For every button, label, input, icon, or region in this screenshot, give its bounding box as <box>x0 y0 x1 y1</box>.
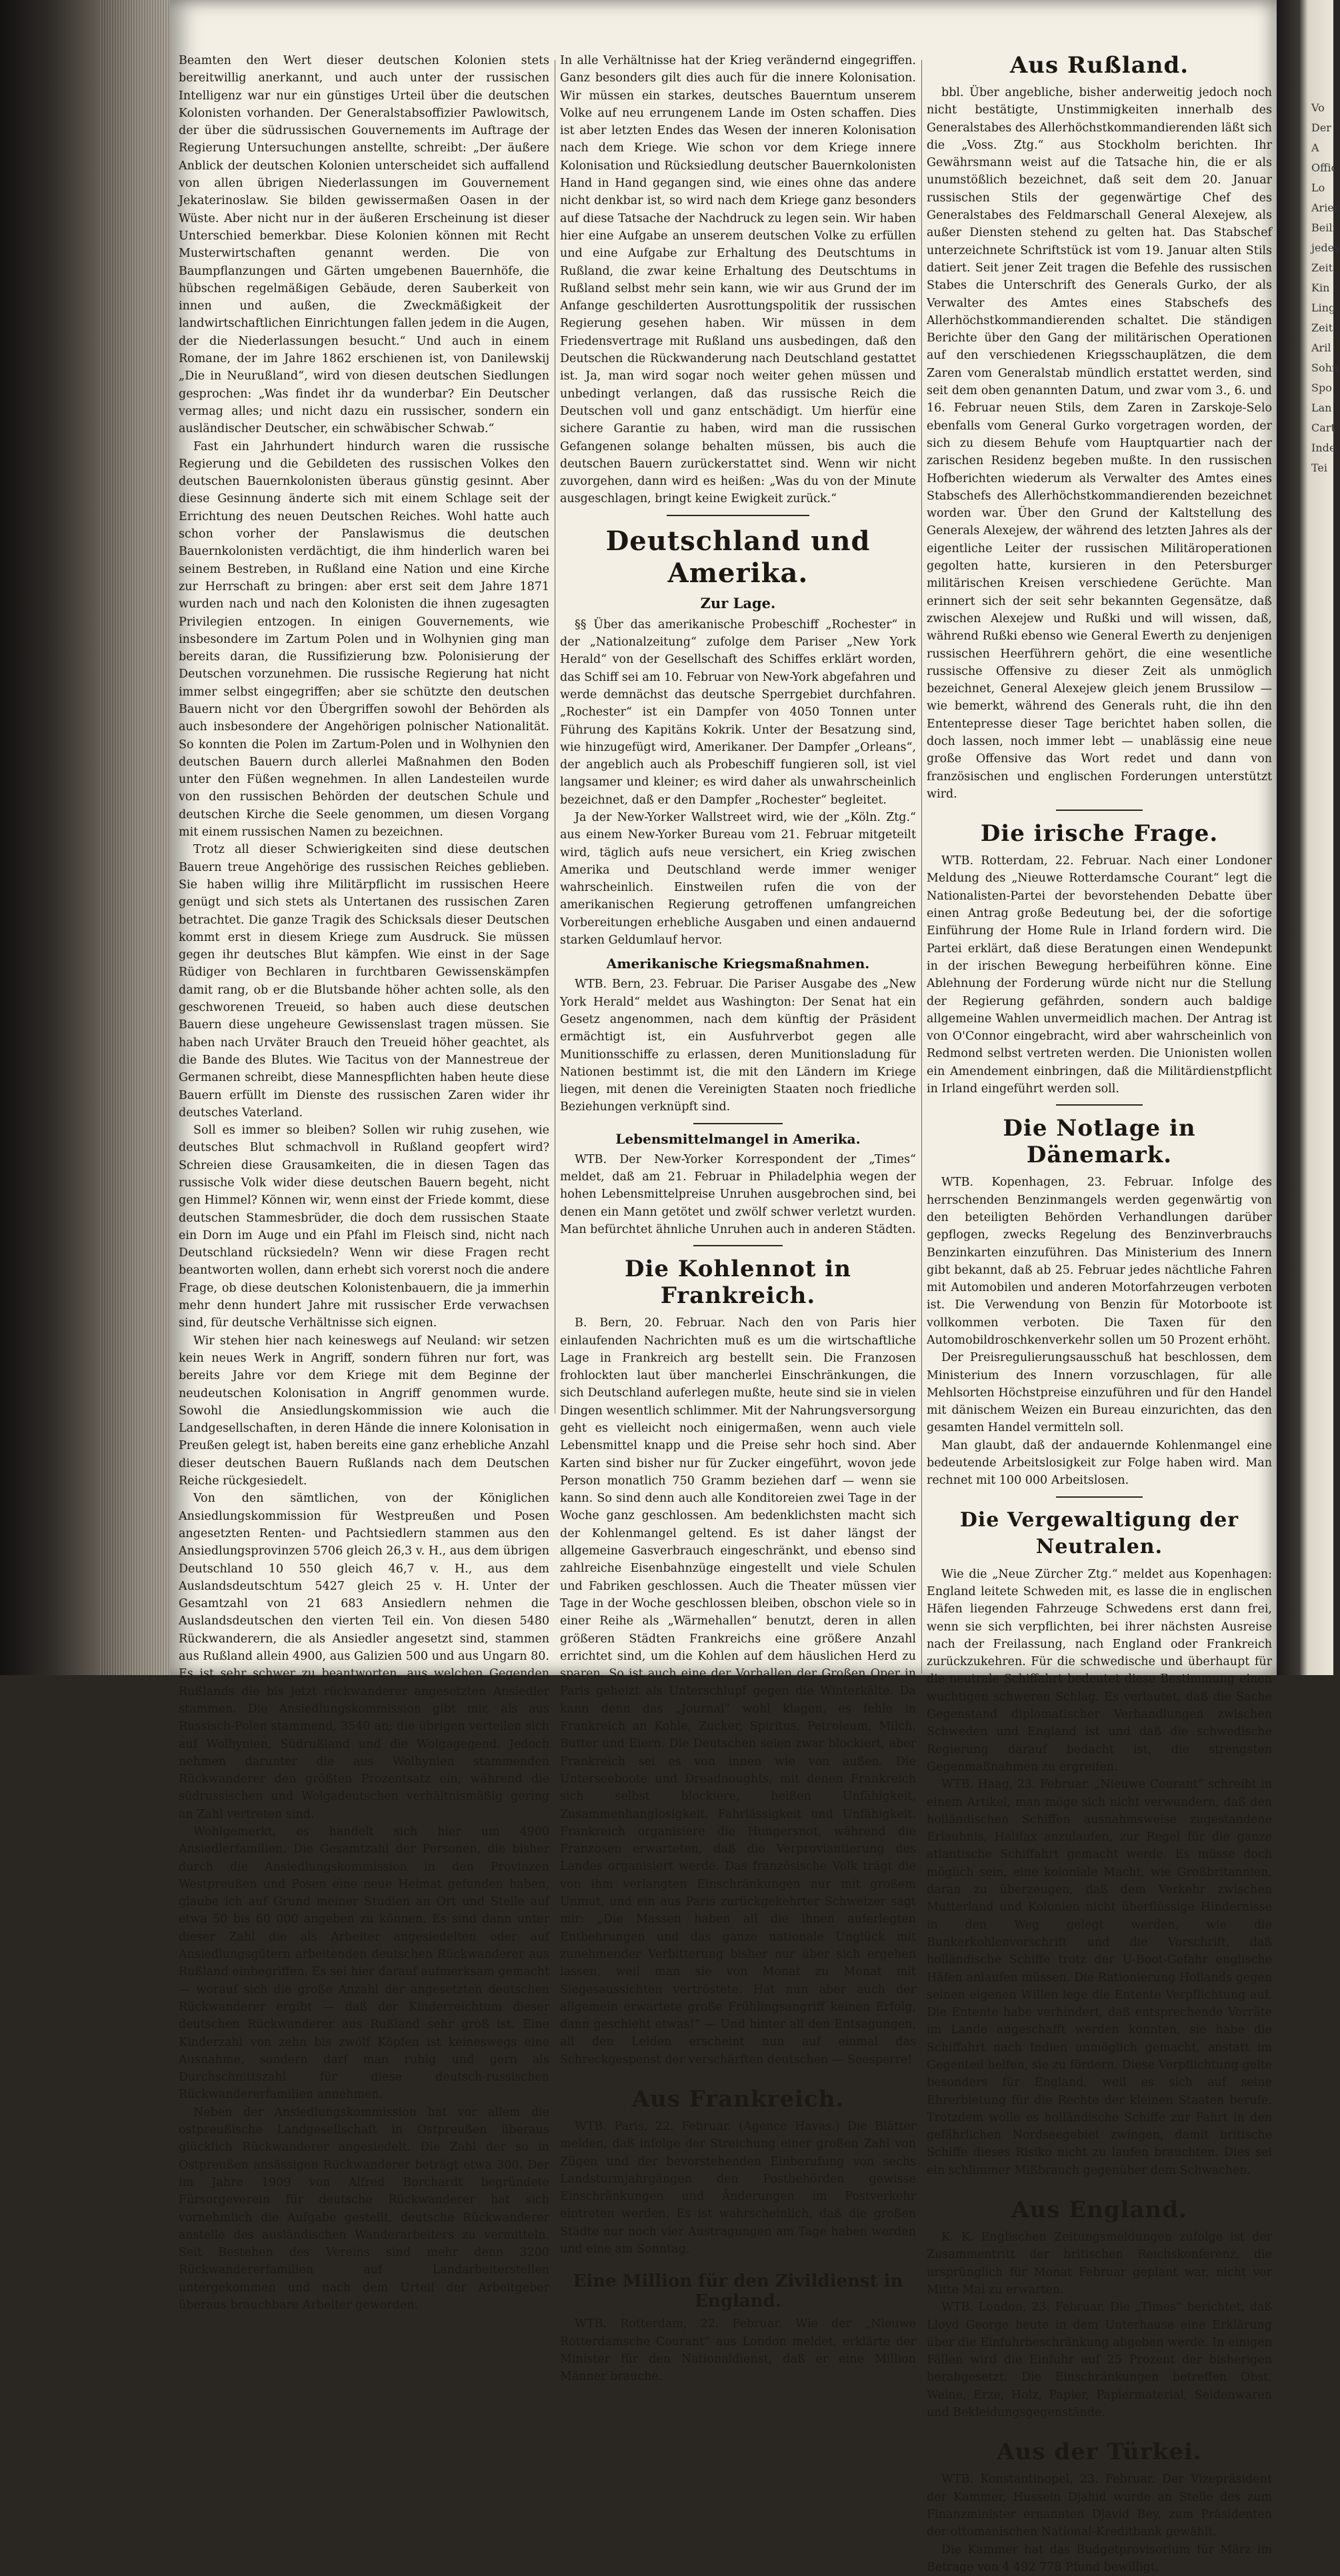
article-paragraph: Man glaubt, daß der andauernde Kohlenmangel eine bedeutende Arbeitslosigkeit zur Folge haben wird. Man rechnet mit 100 000 Arbeitslosen. <box>927 1438 1272 1488</box>
section-divider <box>1056 810 1143 811</box>
article-title-irische-frage: Die irische Frage. <box>980 820 1219 848</box>
column-2 <box>560 52 916 2384</box>
col1-paragraph: Trotz all dieser Schwierigkeiten sind diese deutschen Bauern treue Angehörige des russischen Reiches geblieben. Sie haben willig ihre Militärpflicht im russischen Heere genügt und sich stets als Untertanen des russischen Zaren betrachtet. Die ganze Tragik des Schicksals dieser Deutschen kommt erst in diesem Kriege zum Ausdruck. Sie müssen gegen ihr deutsches Blut kämpfen. Wie einst in der Sage Rüdiger von Bechlaren in furchtbaren Gewissenskämpfen damit rang, ob er die Blutsbande höher achten solle, als den geschworenen Treueid, so haben auch diese deutschen Bauern diese ungeheure Gewissenslast tragen müssen. Sie haben nach Urväter Brauch den Treueid höher geachtet, als die Bande des Blutes. Wie Tacitus von der Mannestreue der Germanen schreibt, diese Mannespflichten haben heute diese Bauern erfüllt im Dienste des russischen Zaren wider ihr deutsches Vaterland. <box>179 843 549 1120</box>
article-title-zivildienst: Eine Million für den Zivildienst in England. <box>573 2271 903 2312</box>
article-paragraph: K. K. Englischen Zeitungsmeldungen zufolge ist der Zusammentritt der britischen Reichskonferenz, die ursprünglich für Monat Februar geplant war, nicht vor Mitte Mai zu erwarten. <box>927 2231 1272 2297</box>
article-title-lebensmittelmangel: Lebensmittelmangel in Amerika. <box>615 1130 861 1147</box>
edge-text-fragment: Inde <box>1311 441 1336 454</box>
article-paragraph: WTB. Rotterdam, 22. Februar. Nach einer Londoner Meldung des „Nieuwe Rotterdamsche Courant“ legt die Nationalisten-Partei der bevorstehenden Debatte über einen Antrag große Bedeutung bei, der die sofortige Einführung der Home Rule in Irland fordern wird. Die Partei erklärt, daß diese Beratungen einen Wendepunkt in der irischen Bewegung herbeiführen könne. Eine Ablehnung der Forderung würde nicht nur die Stellung der Regierung gefährden, sondern auch baldige allgemeine Wahlen unvermeidlich machen. Der Antrag ist von O'Connor eingebracht, wird aber wahrscheinlich von Redmond selbst vertreten werden. Die Unionisten wollen ein Amendement einbringen, daß die Militärdienstpflicht in Irland eingeführt werden soll. <box>927 854 1272 1096</box>
article-paragraph: §§ Über das amerikanische Probeschiff „Rochester“ in der „Nationalzeitung“ zufolge dem Pariser „New York Herald“ von der Gesellschaft des Schiffes erklärt worden, das Schiff sei am 10. Februar von New-York abgefahren und werde demnächst das deutsche Sperrgebiet durchfahren. „Rochester“ ist ein Dampfer von 4050 Tonnen unter Führung des Kapitäns Kokrik. Unter der Besatzung sind, wie hinzugefügt wird, Amerikaner. Der Dampfer „Orleans“, der angeblich auch als Probeschiff fungieren soll, ist viel langsamer und kleiner; es wird daher als unwahrscheinlich bezeichnet, daß er den Dampfer „Rochester“ begleitet. <box>560 617 916 807</box>
article-title-notlage-daenemark: Die Notlage in Dänemark. <box>1003 1115 1196 1169</box>
edge-text-fragment: A <box>1311 141 1319 154</box>
edge-text-fragment: Vo <box>1311 101 1325 114</box>
edge-text-fragment: Sohn <box>1311 361 1339 374</box>
edge-text-fragment: Tei <box>1311 461 1328 474</box>
section-divider <box>1056 1496 1143 1498</box>
edge-text-fragment: Aril <box>1311 341 1331 354</box>
section-divider <box>667 515 809 516</box>
article-paragraph: WTB. Bern, 23. Februar. Die Pariser Ausgabe des „New York Herald“ meldet aus Washington: Der Senat hat ein Gesetz angenommen, nach dem künftig der Präsident ermächtigt ist, ein Ausfuhrverbot gegen alle Munitionsschiffe zu erlassen, deren Munitionsladung für Nationen bestimmt ist, die mit den Ländern im Kriege liegen, mit denen die Vereinigten Staaten noch friedliche Beziehungen verknüpft sind. <box>560 978 916 1114</box>
col1-paragraph: Wir stehen hier nach keineswegs auf Neuland: wir setzen kein neues Werk in Angriff, sondern führen nur fort, was bereits Jahre vor dem Kriege mit dem Beginne der neudeutschen Kolonisation in Angriff genommen wurde. Sowohl die Ansiedlungskommission wie auch die Landgesellschaften, in deren Hände die innere Kolonisation in Preußen gelegt ist, haben bereits eine ganz erhebliche Anzahl dieser deutschen Bauern Rußlands nach dem Deutschen Reiche rückgesiedelt. <box>179 1334 549 1488</box>
next-page-edge <box>1277 0 1340 1675</box>
article-title-aus-frankreich: Aus Frankreich. <box>631 2085 845 2113</box>
article-paragraph: WTB. Konstantinopel, 23. Februar. Der Vizepräsident der Kammer, Hussein Djahid wurde an Stelle des zum Finanzminister ernannten Djavid Bey, zum Präsidenten der ottomanischen National-Kreditbank gewählt. <box>927 2473 1272 2539</box>
section-divider <box>693 1123 783 1124</box>
section-divider <box>1056 1104 1143 1106</box>
edge-text-fragment: Lan <box>1311 401 1332 414</box>
col1-paragraph: Neben der Ansiedlungskommission hat vor allem die ostpreußische Landgesellschaft in Ostpreußen überaus glücklich Rückwanderer angesiedelt. Die Zahl der so in Ostpreußen ansässigen Rückwanderer beträgt etwa 300. Der im Jahre 1909 von Alfred Borchardt begründete Fürsorgeverein für deutsche Rückwanderer hat sich vornehmlich die Aufgabe gestellt, deutsche Rückwanderer anstelle des ausländischen Wanderarbeiters zu vermitteln. Seit Bestehen des Vereins sind mehr denn 3200 Rückwandererfamilien auf Landarbeiterstellen untergekommen und nach dem Urteil der Arbeitgeber überaus brauchbare Arbeiter geworden. <box>179 2105 549 2312</box>
article-paragraph: WTB. Paris, 22. Februar. (Agence Havas.) Die Blätter melden, daß infolge der Streichung einer großen Zahl von Zügen und der bevorstehenden Einberufung von sechs Landsturmjahrgängen den Postbehörden gewisse Einschränkungen und Änderungen im Postverkehr eintreten werden. Es ist wahrscheinlich, daß die großen Städte nur noch vier Austragungen am Tage haben werden und eine am Sonntag. <box>560 2119 916 2257</box>
edge-text-fragment: Zeit <box>1311 261 1333 274</box>
edge-text-fragment: Lo <box>1311 181 1325 194</box>
col1-paragraph: Beamten den Wert dieser deutschen Kolonien stets bereitwillig anerkannt, und auch unter der russischen Intelligenz war nur ein günstiges Urteil über die deutschen Kolonisten vorhanden. Der Generalstabsoffizier Pawlowitsch, der über die südrussischen Gouvernements im Auftrage der Regierung Untersuchungen anstellte, schreibt: „Der äußere Anblick der deutschen Kolonien unterscheidet sich auffallend von allen übrigen Niederlassungen im Gouvernement Jekaterinoslaw. Sie bilden gewissermaßen Oasen in der Wüste. Aber nicht nur in der äußeren Erscheinung ist dieser Unterschied bemerkbar. Diese Kolonien können mit Recht Musterwirtschaften genannt werden. Die von Baumpflanzungen und Gärten umgebenen Bauernhöfe, die hübschen regelmäßigen Gebäude, deren Sauberkeit von innen und außen, die Zweckmäßigkeit der landwirtschaftlichen Einrichtungen fallen jedem in die Augen, der die Niederlassungen besucht.“ Und auch in einem Romane, der im Jahre 1862 erschienen ist, von Danilewskij „Die in Neurußland“, wird von diesen deutschen Siedlungen gesprochen: „Was findet ihr da wunderbar? Ein Deutscher vermag alles; und nicht dazu ein russischer, sondern ein ausländischer Deutscher, ein schwäbischer Schwab.“ <box>179 54 549 436</box>
article-paragraph: WTB. Der New-Yorker Korrespondent der „Times“ meldet, daß am 21. Februar in Philadelphia wegen der hohen Lebensmittelpreise Unruhen ausgebrochen sind, bei denen ein Mann getötet und zwölf schwer verletzt wurden. Man befürchtet ähnliche Unruhen auch in anderen Städten. <box>560 1152 916 1236</box>
section-divider <box>1056 2186 1143 2187</box>
edge-text-fragment: Ling <box>1311 301 1336 314</box>
article-subtitle: Zur Lage. <box>700 594 776 611</box>
col1-paragraph: Soll es immer so bleiben? Sollen wir ruhig zusehen, wie deutsches Blut schmachvoll in Rußland geopfert wird? Schreien diese Grausamkeiten, die in diesen Tagen das russische Volk wider diese deutschen Bauern begeht, nicht gen Himmel? Können wir, wenn einst der Friede kommt, diese deutschen Stammesbrüder, die doch dem russischen Staate ein Dorn im Auge und ein Pfahl im Fleisch sind, nicht nach Deutschland rücksiedeln? Wenn wir diese Fragen recht beantworten wollen, dann erhebt sich vorerst noch die andere Frage, ob diese deutschen Kolonistenbauern, die ja immerhin mehr denn hundert Jahre mit russischer Erde verwachsen sind, für deutsche Verhältnisse sich eignen. <box>179 1124 549 1330</box>
article-title-vergewaltigung-neutralen: Die Vergewaltigung der Neutralen. <box>959 1508 1239 1558</box>
article-paragraph: Ja der New-Yorker Wallstreet wird, wie der „Köln. Ztg.“ aus einem New-Yorker Bureau vom 21. Februar mitgeteilt wird, täglich aufs neue versichert, ein Krieg zwischen Amerika und Deutschland werde immer weniger wahrscheinlich. Einstweilen rufen die von der amerikanischen Regierung getroffenen umfangreichen Vorbereitungen erhebliche Ausgaben und einen andauernd starken Geldumlauf hervor. <box>560 810 916 948</box>
article-title-aus-england: Aus England. <box>1011 2197 1187 2224</box>
article-title-kriegsmassnahmen: Amerikanische Kriegsmaßnahmen. <box>606 956 870 972</box>
edge-text-fragment: Kin <box>1311 281 1330 294</box>
edge-text-fragment: Ariec <box>1311 201 1340 214</box>
edge-text-fragment: Beili <box>1311 221 1336 234</box>
section-divider <box>693 2075 783 2077</box>
article-paragraph: WTB. London, 23. Februar. Die „Times“ berichtet, daß Lloyd George heute in dem Unterhause eine Erklärung über die Einfuhrbeschränkung abgeben werde. In einigen Fällen wird die Einfuhr auf 25 Prozent der bisherigen herabgesetzt. Die Einschränkungen betreffen Obst, Weine, Erze, Holz, Papier, Papiermaterial, Seidenwaren und Bekleidungsgegenstände. <box>927 2301 1272 2420</box>
article-paragraph: WTB. Kopenhagen, 23. Februar. Infolge des herrschenden Benzinmangels werden gegenwärtig von den beteiligten Behörden Verhandlungen darüber gepflogen, zwecks Regelung des Benzinverbrauchs Benzinkarten einzuführen. Das Ministerium des Innern gibt bekannt, daß ab 25. Februar jedes nächtliche Fahren mit Automobilen und anderen Motorfahrzeugen verboten ist. Die Verwendung von Benzin für Motorboote ist vollkommen verboten. Die Taxen für den Automobildroschkenverkehr sollen um 50 Prozent erhöht. <box>927 1176 1272 1347</box>
article-paragraph: Wie die „Neue Zürcher Ztg.“ meldet aus Kopenhagen: England leitete Schweden mit, es lasse die in englischen Häfen liegenden Fahrzeuge Schwedens erst dann frei, wenn sie sich verpflichten, bei ihrer nächsten Ausreise nach der Freilassung, nach England oder Frankreich zurückzukehren. Für die schwedische und überhaupt für die neutrale Schiffahrt bedeutet diese Bestimmung einen wuchtigen schweren Schlag. Es verlautet, daß die Sache Gegenstand diplomatischer Verhandlungen zwischen Schweden und England ist und daß die schwedische Regierung darauf bedacht ist, die strengsten Gegenmaßnahmen zu ergreifen. <box>927 1567 1272 1774</box>
article-paragraph: WTB. Rotterdam, 22. Februar. Wie der „Nieuwe Rotterdamsche Courant“ aus London meldet, erklärte der Minister für den Nationaldienst, daß er eine Million Männer brauche. <box>560 2317 916 2384</box>
edge-text-fragment: Der <box>1311 121 1331 134</box>
article-paragraph: Der Preisregulierungsausschuß hat beschlossen, dem Ministerium des Innern vorzuschlagen, für alle Mehlsorten Höchstpreise einzuführen und für den Handel mit dänischem Weizen ein Bureau einzurichten, das den gesamten Handel vermitteln soll. <box>927 1351 1272 1435</box>
article-title-aus-der-tuerkei: Aus der Türkei. <box>997 2439 1202 2466</box>
column-rule-2 <box>921 60 922 1674</box>
article-paragraph: WTB. Haag, 23. Februar. „Nieuwe Courant“ schreibt in einem Artikel, man möge sich nicht verwundern, daß den holländischen Schiffen ausnahmsweise zugestandene Erlaubnis, Halifax anzulaufen, zur Regel für die ganze atlantische Schiffahrt gemacht werde. Es müsse doch möglich sein, eine koloniale Macht, wie Großbritannien, daran zu überzeugen, daß dem Verkehr zwischen Mutterland und Kolonien nicht überflüssige Hindernisse in den Weg gelegt werden, wie die Bunkerkohlenvorschrift und die Vorschrift, daß holländische Schiffe trotz der U-Boot-Gefahr englische Häfen anlaufen müssen. Die Rationierung Hollands gegen seinen eigenen Willen lege die Entente Verpflichtung auf. Die Entente habe verhindert, daß entsprechende Vorräte im Lande angeschafft werden konnten, sie habe die Schiffahrt nach Indien unmöglich gemacht, anstatt im Gegenteil helfen, sie zu fördern. Diese Verpflichtung gelte besonders für England, weil es sich auf seine Ehrerbietung für die Rechte der kleinen Staaten berufe. Trotzdem wolle es holländische Schiffe zur Fahrt in den gefährlichen Nordseegebiet zwingen, damit britische Schiffe dieses Risiko nicht zu laufen brauchten. Dies sei ein schlimmer Mißbrauch gegenüber dem Schwachen. <box>927 1778 1272 2177</box>
article-title-deutschland-amerika: Deutschland und Amerika. <box>605 525 871 589</box>
edge-text-fragment: Spo <box>1311 381 1332 394</box>
article-paragraph: B. Bern, 20. Februar. Nach den von Paris hier einlaufenden Nachrichten muß es um die wirtschaftliche Lage in Frankreich arg bestellt sein. Die Franzosen frohlockten laut über mancherlei Einschränkungen, die sich Deutschland auferlegen mußte, heute sind sie in vielen Dingen wesentlich schlimmer. Mit der Nahrungsversorgung geht es vielleicht noch einigermaßen, wenn auch viele Lebensmittel knapp und die Preise sehr hoch sind. Aber Karten sind bisher nur für Zucker eingeführt, wovon jede Person monatlich 750 Gramm beziehen darf — wenn sie kann. So sind denn auch alle Konditoreien zwei Tage in der Woche ganz geschlossen. Am bedenklichsten macht sich der Kohlenmangel geltend. Es ist daher längst der allgemeine Gasverbrauch eingeschränkt, und ebenso sind zahlreiche Eisenbahnzüge eingestellt und viele Schulen und Fabriken geschlossen. Auch die Theater müssen vier Tage in der Woche geschlossen bleiben, obschon viele so in einer Reihe als „Wärmehallen“ benutzt, deren in allen größeren Städten Frankreichs eine größere Anzahl errichtet sind, um die Kohlen auf dem häuslichen Herd zu sparen. So ist auch eine der Vorhallen der Großen Oper in Paris geheizt als Unterschlupf gegen die Winterkälte. Da kann denn das „Journal“ wohl klagen, es fehle in Frankreich an Kohle, Zucker, Spiritus, Petroleum, Milch, Butter und Eiern. Die Deutschen seien zwar blockiert, aber Frankreich sei es von innen wie von außen. Die Unterseeboote und Dreadnoughts, mit denen Frankreich sich selbst blockiere, heißen Unfähigkeit, Zusammenhanglosigkeit, Fahrlässigkeit und Unfähigkeit. Frankreich organisiere die Hungersnot, während die Franzosen erwarteten, daß die Verproviantierung des Landes organisiert werde. Das französische Volk trägt die von ihm verlangten Einschränkungen nur mit großem Unmut, und ein aus Paris zurückgekehrter Schweizer sagt mir: „Die Massen haben all die ihnen auferlegten Entbehrungen und das ganze nationale Unglück mit zunehmender Verbitterung bisher nur über sich ergehen lassen, weil man sie von Monat zu Monat mit Siegesaussichten vertröstete. Hat nun aber auch der allgemein erwartete große Frühlingsangriff keinen Erfolg, dann geschieht etwas!“ — Und hinter all den Entsagungen, all den Leiden erscheint nun auf einmal das Schreckgespenst der verschärften deutschen — Seesperre! <box>560 1316 916 2067</box>
article-paragraph: Die Kammer hat das Budgetprovisorium für März im Betrage von 4 492 778 Pfund bewilligt. <box>927 2543 1272 2574</box>
book-spine <box>0 0 170 1675</box>
column-3 <box>927 52 1272 2574</box>
section-divider <box>693 1245 783 1246</box>
col2-intro-paragraph: In alle Verhältnisse hat der Krieg verändernd eingegriffen. Ganz besonders gilt dies auch für die innere Kolonisation. Wir müssen ein starkes, deutsches Bauerntum unserem Volke auf neu errungenem Lande im Osten schaffen. Dies ist aber letzten Endes das Wesen der inneren Kolonisation nach dem Kriege. Wie schon vor dem Kriege innere Kolonisation und Rücksiedlung deutscher Bauernkolonisten Hand in Hand gegangen sind, wie eines ohne das andere nicht denkbar ist, so wird nach dem Kriege ganz besonders auf diese Tatsache der Nachdruck zu legen sein. Wir haben hier eine Aufgabe an unserem deutschen Volke zu erfüllen und eine Aufgabe zur Erhaltung des Deutschtums in Rußland, die zwar keine Erhaltung des Deutschtums in Rußland selbst mehr sein kann, wie wir aus Grund der im Anfange geschilderten Ausrottungspolitik der russischen Regierung gesehen haben. Wir müssen in dem Friedensvertrage mit Rußland uns ausbedingen, daß den Deutschen die Rückwanderung nach Deutschland gestattet ist. Ja, man wird sogar noch weiter gehen müssen und unbedingt verlangen, daß das russische Reich die Deutschen voll und ganz entschädigt. Um hierfür eine sichere Garantie zu haben, wird man die russischen Gefangenen solange behalten müssen, bis auch die deutschen Bauern zurückerstattet sind. Wenn wir nicht zuvorgehen, dann wird es heißen: „Was du von der Minute ausgeschlagen, bringt keine Ewigkeit zurück.“ <box>560 54 916 506</box>
article-paragraph: bbl. Über angebliche, bisher anderweitig jedoch noch nicht bestätigte, Unstimmigkeiten innerhalb des Generalstabes des Allerhöchstkommandierenden läßt sich die „Voss. Ztg.“ aus Stockholm berichten. Ihr Gewährsmann weist auf die Tatsache hin, die er als unumstößlich bezeichnet, daß seit dem 20. Januar russischen Stils der gegenwärtige Chef des Generalstabes des Feldmarschall General Alexejew, als außer Diensten stehend zu gelten hat. Das Stabschef unterzeichnete Schriftstück ist vom 19. Januar alten Stils datiert. Seit jener Zeit tragen die Befehle des russischen Stabes die Unterschrift des Generals Gurko, der als Verwalter des Amtes eines Stabschefs des Allerhöchstkommandierenden schaltet. Die ständigen Berichte über den Gang der militärischen Operationen auf den verschiedenen Kriegsschauplätzen, die dem Zaren vom Generalstab mündlich erstattet werden, sind seit dem oben genannten Datum, und zwar vom 3., 6. und 16. Februar neuen Stils, dem Zaren in Zarskoje-Selo ebenfalls vom General Gurko vorgetragen worden, der sich zu diesem Behufe vom Hauptquartier nach der zarischen Residenz begeben mußte. In den russischen Hofberichten wiederum als Verwalter des Amtes eines Stabschefs des Allerhöchstkommandierenden bezeichnet worden war. Über den Grund der Kaltstellung des Generals Alexejew, der während des letzten Jahres als der eigentliche Leiter der russischen Militäroperationen gegolten hatte, kursieren in den Petersburger militärischen Kreisen verschiedene Gerüchte. Man erinnert sich der seit sehr bekannten Gegensätze, daß zwischen Alexejew und Rußki und will wissen, daß, während Rußki ebenso wie General Ewerth zu denjenigen russischen Heerführern gehört, die eine wesentliche russische Offensive zu dieser Zeit als unmöglich bezeichnet, General Alexejew gleich jenem Brussilow — wie bemerkt, während des Generals ruht, die ihn den Ententepresse dieser Tage berichtet haben sollen, die doch lassen, noch immer lebt — unablässig eine neue große Offensive das Wort redet und dann von französischen und englischen Forderungen unterstützt wird. <box>927 86 1272 801</box>
column-1 <box>179 52 549 2312</box>
article-title-kohlennot: Die Kohlennot in Frankreich. <box>625 1256 851 1310</box>
col1-paragraph: Von den sämtlichen, von der Königlichen Ansiedlungskommission für Westpreußen und Posen angesetzten Renten- und Pachtsiedlern stammen aus den Ansiedlungsprovinzen 5706 gleich 26,3 v. H., aus dem übrigen Deutschland 10 550 gleich 46,7 v. H., aus dem Auslandsdeutschtum 5427 gleich 25 v. H. Unter der Gesamtzahl von 21 683 Ansiedlern nehmen die Auslandsdeutschen den vierten Teil ein. Von diesen 5480 Rückwanderern, die als Ansiedler angesetzt sind, stammen aus Rußland allein 4900, aus Galizien 500 und aus Ungarn 80. Es ist sehr schwer zu beantworten, aus welchen Gegenden Rußlands die bis jetzt rückwanderer angesetzten Ansiedler stammen. Die Ansiedlungskommission gibt mir, als aus Russisch-Polen stammend, 3540 an; die übrigen verteilen sich auf Wolhynien, Südrußland und die Wolgagegend. Jedoch nehmen darunter die aus Wolhynien stammenden Rückwanderer den größten Prozentsatz ein, während die südrussischen und Wolgadeutschen verhältnismäßig gering an Zahl vertreten sind. <box>179 1492 549 1821</box>
section-divider <box>693 2265 783 2266</box>
edge-text-fragment: Cart <box>1311 421 1335 434</box>
section-divider <box>1056 2428 1143 2429</box>
col1-paragraph: Fast ein Jahrhundert hindurch waren die russische Regierung und die Gebildeten des russischen Volkes den deutschen Bauernkolonisten überaus günstig gesinnt. Aber diese Gesinnung änderte sich mit einem Schlage seit der Errichtung des neuen Deutschen Reiches. Wohl hatte auch schon vorher der Panslawismus die deutschen Bauernkolonisten verdächtigt, die ihm hinderlich waren bei seinem Bestreben, in Rußland eine Nation und eine Kirche zur Herrschaft zu bringen: aber erst seit dem Jahre 1871 wurden nach und nach den Kolonisten die ihnen zugesagten Privilegien entzogen. In einigen Gouvernements, wie insbesondere im Zartum Polen und in Wolhynien ging man bereits daran, die Russifizierung bzw. Polonisierung der Deutschen vorzunehmen. Die russische Regierung hat nicht immer selbst eingegriffen; aber sie schützte den deutschen Bauern nicht vor den Übergriffen sowohl der Behörden als auch insbesondere der Angehörigen polnischer Nationalität. So konnten die Polen im Zartum-Polen und in Wolhynien den deutschen Bauern durch allerlei Maßnahmen den Boden unter den Füßen wegnehmen. In allen Landesteilen wurde von den russischen Behörden der deutschen Schule und deutschen Kirche die Seele genommen, um diesen Vorgang mit einem russischen Namen zu bezeichnen. <box>179 439 549 840</box>
col1-paragraph: Wohlgemerkt, es handelt sich hier um 4900 Ansiedlerfamilien. Die Gesamtzahl der Personen, die bisher durch die Ansiedlungskommission in den Provinzen Westpreußen und Posen eine neue Heimat gefunden haben, glaube ich auf Grund meiner Studien an Ort und Stelle auf etwa 50 bis 60 000 angeben zu können. Es sind dann unter dieser Zahl die als Arbeiter angesiedelten oder auf Ansiedlungsgütern arbeitenden deutschen Rückwanderer aus Rußland einbegriffen. Es sei hier darauf aufmerksam gemacht — worauf sich die große Anzahl der angesetzten deutschen Rückwanderer ergibt — daß der Kinderreichtum dieser deutschen Rückwanderer aus Rußland sehr groß ist. Eine Kinderzahl von zehn bis zwölf Köpfen ist keineswegs eine Ausnahme, sondern darf man ruhig und gern als Durchschnittszahl für diese deutsch-russischen Rückwandererfamilien annehmen. <box>179 1824 549 2102</box>
article-title-aus-russland: Aus Rußland. <box>1009 52 1189 79</box>
edge-text-fragment: Offic <box>1311 161 1337 174</box>
edge-text-fragment: Zeit <box>1311 321 1333 334</box>
edge-text-fragment: jedes <box>1311 241 1340 254</box>
